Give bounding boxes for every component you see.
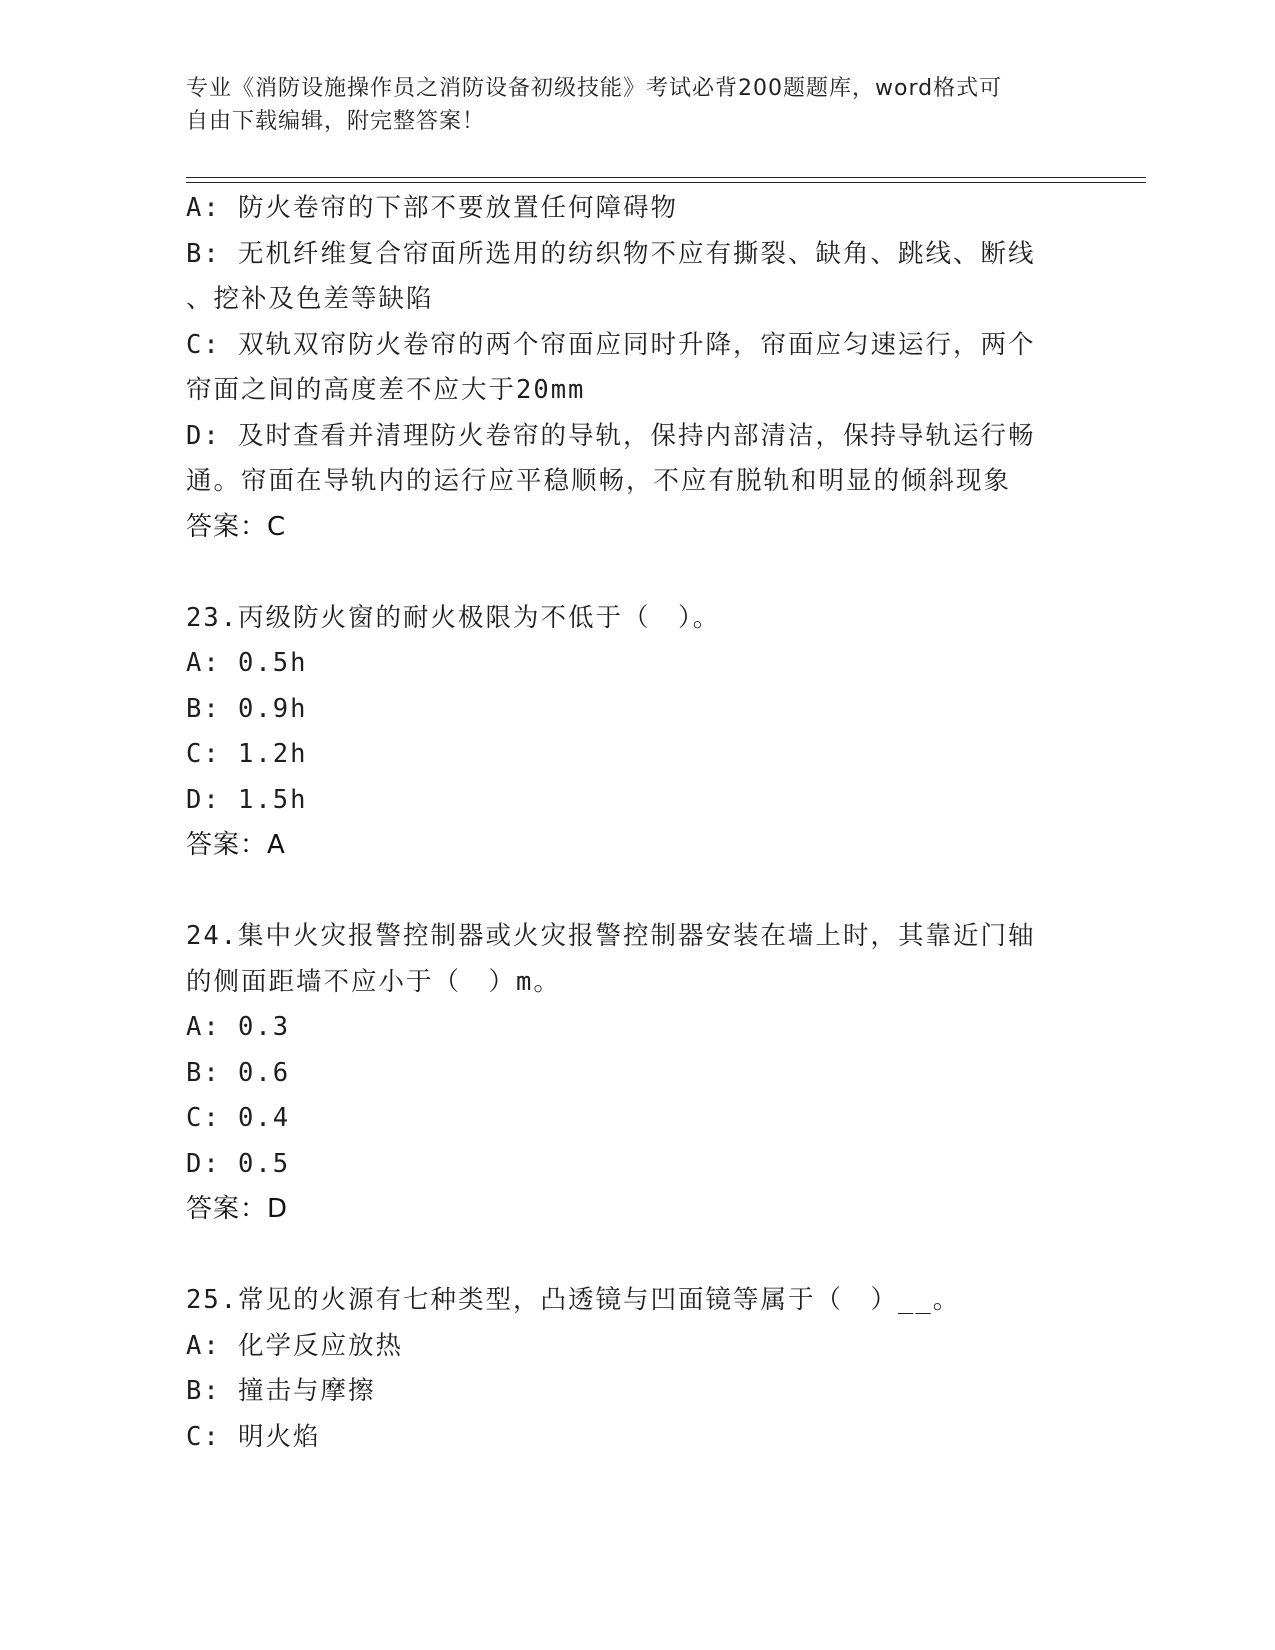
option-d: D: 0.5	[186, 1148, 291, 1179]
question-text: 23.丙级防火窗的耐火极限为不低于（ ）。	[186, 602, 721, 633]
option-b-line-2: 、挖补及色差等缺陷	[186, 284, 434, 314]
question-24	[186, 914, 1086, 1233]
option-a: A: 0.3	[186, 1012, 291, 1042]
option-a: A: 0.5h	[186, 648, 308, 678]
answer: 答案：C	[186, 511, 287, 542]
option-d-line-2: 通。帘面在导轨内的运行应平稳顺畅，不应有脱轨和明显的倾斜现象	[186, 466, 1012, 496]
header-line-1: 专业《消防设施操作员之消防设备初级技能》考试必背200题题库，word格式可	[186, 76, 1003, 101]
option-d-line-1: D: 及时查看并清理防火卷帘的导轨，保持内部清洁，保持导轨运行畅	[186, 420, 1036, 451]
option-c-line-1: C: 双轨双帘防火卷帘的两个帘面应同时升降，帘面应匀速运行，两个	[186, 329, 1036, 360]
question-text: 25.常见的火源有七种类型，凸透镜与凹面镜等属于（ ）__。	[186, 1285, 961, 1315]
option-d: D: 1.5h	[186, 784, 308, 815]
option-b: B: 撞击与摩擦	[186, 1376, 376, 1406]
option-b: B: 0.9h	[186, 693, 308, 724]
question-25	[186, 1278, 1086, 1460]
answer: 答案：D	[186, 1194, 289, 1224]
question-22-options	[186, 186, 1086, 550]
question-23	[186, 596, 1086, 869]
option-c-line-2: 帘面之间的高度差不应大于20mm	[186, 375, 586, 405]
header-line-2: 自由下载编辑，附完整答案！	[186, 109, 486, 134]
option-b: B: 0.6	[186, 1057, 291, 1088]
spacer	[186, 869, 1086, 915]
option-a: A: 防火卷帘的下部不要放置任何障碍物	[186, 193, 679, 223]
document-body	[186, 186, 1086, 1460]
option-b-line-1: B: 无机纤维复合帘面所选用的纺织物不应有撕裂、缺角、跳线、断线	[186, 238, 1036, 269]
question-text-line-1: 24.集中火灾报警控制器或火灾报警控制器安装在墙上时，其靠近门轴	[186, 921, 1036, 951]
document-header	[186, 72, 1086, 138]
option-c: C: 1.2h	[186, 739, 308, 769]
spacer	[186, 550, 1086, 596]
option-c: C: 明火焰	[186, 1421, 321, 1452]
header-divider-bottom	[186, 182, 1146, 183]
question-text-line-2: 的侧面距墙不应小于（ ）m。	[186, 966, 561, 997]
option-c: C: 0.4	[186, 1103, 291, 1133]
header-divider-top	[186, 177, 1146, 178]
answer: 答案：A	[186, 830, 286, 860]
option-a: A: 化学反应放热	[186, 1330, 404, 1361]
spacer	[186, 1233, 1086, 1279]
